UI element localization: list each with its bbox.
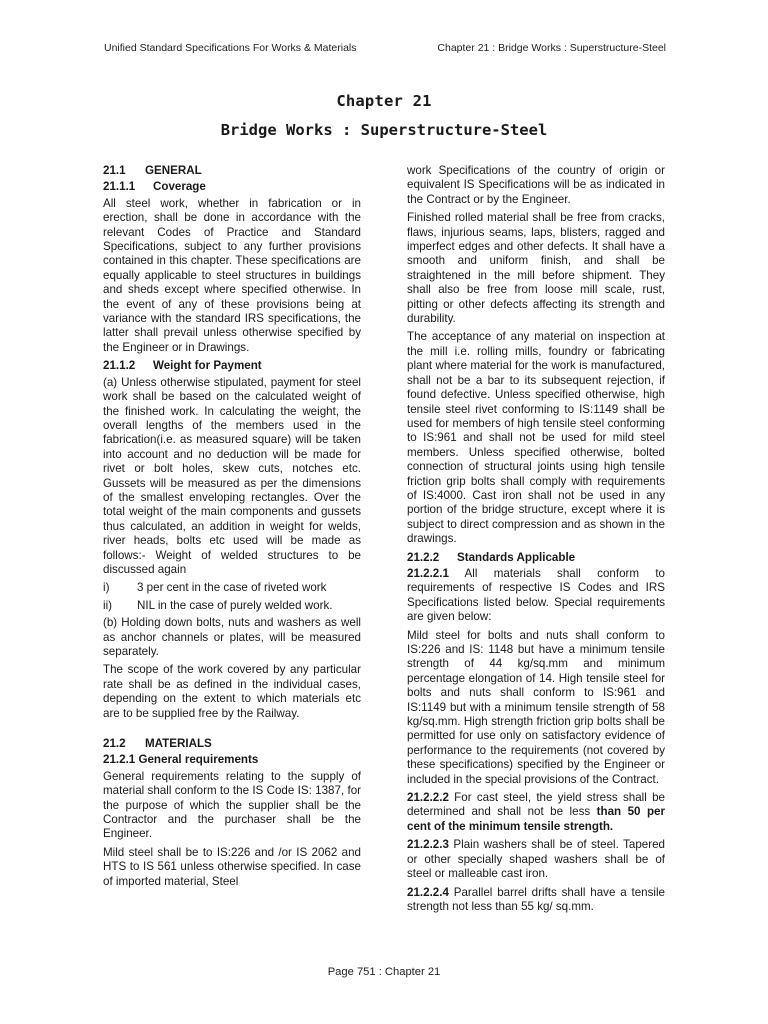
section-number: 21.1.2 bbox=[103, 359, 136, 373]
clause-text: All materials shall conform to requirements of respective IS Codes and IRS Specifications listed below. Special requirements are given below: bbox=[407, 566, 665, 624]
right-column bbox=[407, 164, 665, 918]
chapter-subtitle: Bridge Works : Superstructure-Steel bbox=[220, 121, 548, 139]
clause-number: 21.2.2.3 bbox=[407, 838, 449, 852]
clause-text: Parallel barrel drifts shall have a tensile strength not less than 55 kg/ sq.mm. bbox=[407, 885, 665, 913]
clause-21-2-2-3 bbox=[407, 838, 665, 881]
paragraph-scope: The scope of the work covered by any particular rate shall be as defined in the individual cases, depending on the extent to which materials etc are to be supplied free by the Railway. bbox=[103, 663, 361, 720]
paragraph-coverage: All steel work, whether in fabrication or in erection, shall be done in accordance with the relevant Codes of Practice and Standard Specifications, subject to any further provisions contained in this chapter. These specifications are equally applicable to steel structures in buildings and sheds except where specified otherwise. In the event of any of these provisions being at variance with the standard IRS specifications, the latter shall prevail unless otherwise specified by the Engineer or in Drawings. bbox=[103, 196, 361, 354]
section-heading-21-1 bbox=[103, 164, 361, 178]
clause-number: 21.2.2.4 bbox=[407, 885, 449, 899]
subsection-heading-21-1-2 bbox=[103, 359, 361, 373]
clause-number: 21.2.2.2 bbox=[407, 791, 449, 805]
section-spacer bbox=[103, 725, 361, 737]
list-item bbox=[103, 599, 361, 613]
clause-text: For cast steel, the yield stress shall be determined and shall not be less bbox=[407, 791, 665, 819]
clause-21-2-2-1 bbox=[407, 567, 665, 625]
section-heading-21-2 bbox=[103, 737, 361, 751]
list-item bbox=[103, 581, 361, 595]
section-title: Standards Applicable bbox=[457, 550, 576, 564]
paragraph-mild-steel: Mild steel shall be to IS:226 and /or IS 2062 and HTS to IS 561 unless otherwise specified. In case of imported material, Steel bbox=[103, 845, 361, 888]
clause-number: 21.2.2.1 bbox=[407, 566, 449, 580]
header-left: Unified Standard Specifications For Works & Materials bbox=[104, 42, 357, 54]
list-marker: ii) bbox=[103, 598, 113, 612]
paragraph-finished-material: Finished rolled material shall be free from cracks, flaws, injurious seams, laps, blisters, ragged and imperfect edges and other defects. It shall have a smooth and uniform finish, and shall be straightened in the mill before shipment. They shall also be free from loose mill scale, rust, pitting or other defects affecting its strength and durability. bbox=[407, 211, 665, 326]
subsection-heading-21-2-2 bbox=[407, 551, 665, 565]
header-right: Chapter 21 : Bridge Works : Superstructure-Steel bbox=[437, 42, 666, 54]
section-number: 21.2 bbox=[103, 737, 126, 751]
section-number: 21.2.2 bbox=[407, 550, 440, 564]
list-text: 3 per cent in the case of riveted work bbox=[137, 581, 327, 595]
left-column bbox=[103, 164, 361, 893]
chapter-title: Chapter 21 bbox=[336, 92, 432, 110]
clause-21-2-2-4 bbox=[407, 886, 665, 915]
page-footer: Page 751 : Chapter 21 bbox=[327, 966, 441, 978]
paragraph-continuation: work Specifications of the country of origin or equivalent IS Specifications will be as indicated in the Contract or by the Engineer. bbox=[407, 164, 665, 206]
list-marker: i) bbox=[103, 581, 110, 595]
section-number: 21.1 bbox=[103, 164, 126, 177]
paragraph-general-requirements: General requirements relating to the supply of material shall conform to the IS Code IS: 1387, for the purpose of which the supplier shall be the Contractor and the purchaser shall be the Engineer. bbox=[103, 769, 361, 841]
clause-bold-text: than 50 per cent of the minimum tensile strength. bbox=[407, 805, 665, 833]
subsection-heading-21-2-1: 21.2.1 General requirements bbox=[103, 753, 259, 767]
list-text: NIL in the case of purely welded work. bbox=[137, 598, 333, 612]
section-number: 21.1.1 bbox=[103, 180, 136, 194]
paragraph-bolts: Mild steel for bolts and nuts shall conform to IS:226 and IS: 1148 but have a minimum tensile strength of 44 kg/sq.mm and minimum percentage elongation of 14. High tensile steel for bolts and nuts shall conform to IS:961 and IS:1149 but with a minimum tensile strength of 58 kg/sq.mm. High strength friction grip bolts shall be permitted for use only on satisfactory evidence of performance to the requirements (not covered by these specifications) specified by the Engineer or included in the special provisions of the Contract. bbox=[407, 628, 665, 786]
title-block bbox=[0, 92, 768, 139]
section-title: Weight for Payment bbox=[153, 359, 262, 373]
subsection-heading-21-1-1 bbox=[103, 180, 361, 194]
paragraph-acceptance: The acceptance of any material on inspection at the mill i.e. rolling mills, foundry or fabricating plant where material for the work is manufactured, shall not be a bar to its subsequent rejection, if found defective. Unless specified otherwise, high tensile steel rivet conforming to IS:1149 shall be used for members of high tensile steel conforming to IS:961 and shall not be used for mild steel members. Unless specified otherwise, bolted connection of structural joints using high tensile friction grip bolts shall comply with requirements of IS:4000. Cast iron shall not be used in any portion of the bridge structure, except where it is subject to direct compression and as shown in the drawings. bbox=[407, 330, 665, 546]
paragraph-weight-a: (a) Unless otherwise stipulated, payment for steel work shall be based on the calculated weight of the finished work. In calculating the weight, the overall lengths of the members used in the fabrication(i.e. as measured square) will be taken into account and no deduction will be made for rivet or bolt holes, skew cuts, notches etc. Gussets will be measured as per the dimensions of the smallest enveloping rectangles. Over the total weight of the main components and gussets thus calculated, an addition in weight for welds, river heads, bolts etc used will be made as follows:- Weight of welded structures to be discussed again bbox=[103, 375, 361, 576]
section-title: GENERAL bbox=[145, 164, 202, 177]
section-title: MATERIALS bbox=[145, 737, 212, 751]
paragraph-weight-b: (b) Holding down bolts, nuts and washers as well as anchor channels or plates, will be measured separately. bbox=[103, 616, 361, 658]
clause-text: Plain washers shall be of steel. Tapered or other specially shaped washers shall be of steel or malleable cast iron. bbox=[407, 838, 665, 881]
section-title: Coverage bbox=[153, 180, 206, 194]
running-header bbox=[104, 42, 666, 54]
clause-21-2-2-2 bbox=[407, 791, 665, 834]
